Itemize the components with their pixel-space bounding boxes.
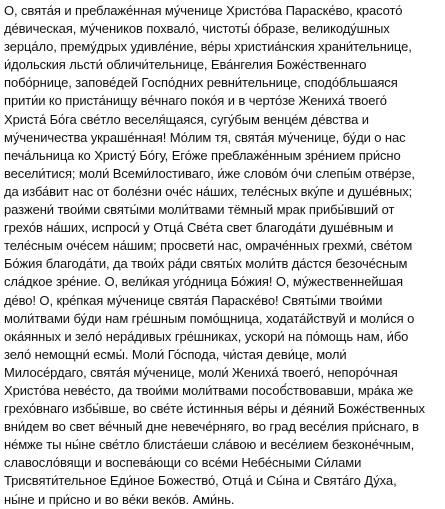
text-line: Трисвяти́тельное Еди́ное Божество́, Отца́ и Сы́на и Свята́го Ду́ха, [4, 473, 397, 489]
text-line: де́вическая, му́чеников похвало́, чистоты́ о́бразе, великоду́шных [4, 21, 390, 37]
text-line: зело́ немощни́ есмы́. Моли́ Го́спода, чи́стая деви́це, моли́ [4, 346, 347, 362]
text-line: Христо́ва неве́сто, да твои́ми моли́твами пособ́ствовавши, мра́ка же [4, 382, 414, 398]
text-line: моли́твами бу́ди нам гре́шным помо́щница, ходата́йствуй и моли́ся о [4, 310, 415, 326]
text-line: зерца́ло, премýдрых удивле́ние, ве́ры христиа́нския храни́тельнице, [4, 39, 412, 55]
text-line: побо́рнице, запове́дей Госпо́дних ревни́тельнице, сподо́бльшаяся [4, 75, 398, 91]
text-line: разжени́ твои́ми святы́ми моли́твами тёмный мрак прибы́вший от [4, 202, 395, 218]
text-line: весели́тися; моли́ Всеми́лостиваго, и́же слово́м о́чи слепы́м отве́рзе, [4, 165, 415, 181]
text-line: прити́и ко приста́нищу ве́чнаго поко́я и в черто́зе Жениха́ твоего́ [4, 93, 387, 109]
text-line: вни́дем во свет ве́чный дне невече́рняго, во град весе́лия при́снаго, в [4, 419, 419, 435]
text-line: О, свята́я и преблаже́нная му́ченице Христо́ва Параске́во, красото́ [4, 3, 403, 18]
text-line: теле́сным оче́сем на́шим; просвети́ нас, омраче́нных грехми́, све́том [4, 238, 413, 254]
text-line: грехо́внаго избы́вше, во све́те и́стинныя ве́ры и де́яний Боже́ственных [4, 401, 425, 417]
text-line: сла́дкое зре́ние. О, вели́кая уго́дница Бо́жия! О, му́жественнейшая [4, 274, 403, 290]
text-line: де́во! О, кре́пкая му́ченице свята́я Параске́во! Святы́ми твои́ми [4, 292, 383, 308]
text-line: Милосе́рдаго, свята́я му́ченице, моли́ Жениха́ твоего́, непоро́чная [4, 364, 398, 380]
text-line: да изба́вит нас от боле́зни оче́с на́ших, теле́сных вку́пе и душе́вных; [4, 183, 413, 199]
text-line: грехо́в на́ших, испроси́ у Отца́ Све́та свет благода́ти душе́вным и [4, 220, 394, 236]
text-line: Бо́жия благода́ти, да твои́х ра́ди святы́х моли́тв да́стся безоче́сным [4, 256, 408, 272]
text-line: и́дольския льсти́ обличи́тельнице, Ева́нгелия Боже́ственнаго [4, 57, 367, 73]
text-line: ны́не и при́сно и во ве́ки веко́в. Ами́нь. [4, 491, 235, 507]
text-line: не́мже ты ны́не све́тло блиста́еши сла́вою и весе́лием безконе́чным, [4, 437, 415, 453]
text-line: Христа́ Бо́га све́тло веселя́щаяся, сугу́бым венце́м де́вства и [4, 111, 369, 127]
text-line: славосло́вящи и воспева́ющи со все́ми Небе́сными Си́лами [4, 455, 362, 471]
text-line: му́ченичества украше́нная! Мо́лим тя, свята́я му́ченице, бу́ди о нас [4, 129, 406, 145]
text-line: ока́янных и зело́ нера́дивых гре́шниках, ускори́ на по́мощь нам, и́бо [4, 328, 409, 344]
text-line: печа́льница ко Христу́ Бо́гу, Его́же преблаже́нным зре́нием при́сно [4, 147, 401, 163]
